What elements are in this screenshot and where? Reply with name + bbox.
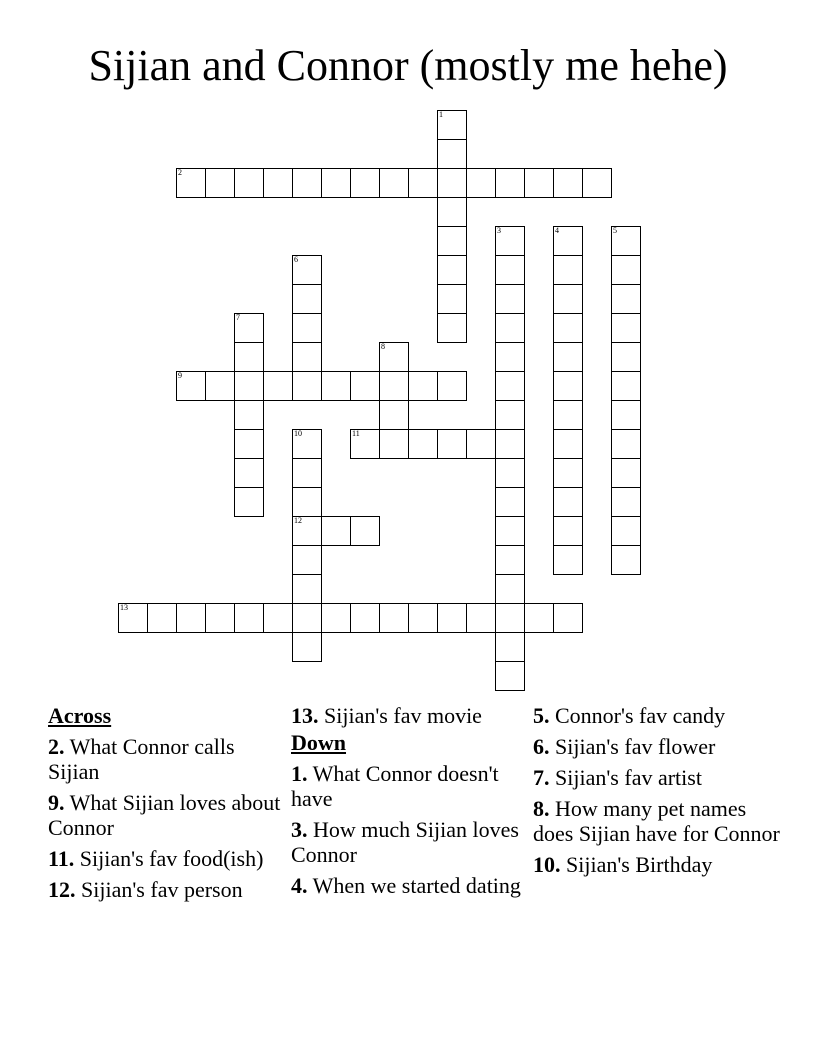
grid-cell[interactable] [553,429,583,459]
across-clue-13: 13. Sijian's fav movie [291,703,482,728]
grid-cell[interactable] [292,458,322,488]
grid-cell[interactable] [553,603,583,633]
grid-cell[interactable] [437,284,467,314]
grid-cell[interactable] [408,168,438,198]
grid-cell[interactable] [437,429,467,459]
grid-cell[interactable] [495,371,525,401]
grid-cell[interactable] [408,603,438,633]
grid-cell[interactable] [234,313,264,343]
grid-cell[interactable] [379,400,409,430]
across-clue-9: 9. What Sijian loves about Connor [48,790,281,840]
grid-cell[interactable] [553,255,583,285]
grid-cell[interactable] [495,458,525,488]
grid-cell[interactable] [118,603,148,633]
clues-column-1 [48,703,286,908]
grid-cell[interactable] [553,168,583,198]
grid-cell[interactable] [611,226,641,256]
grid-cell[interactable] [234,429,264,459]
grid-cell[interactable] [553,545,583,575]
grid-cell[interactable] [611,429,641,459]
grid-cell[interactable] [379,429,409,459]
down-clue-3: 3. How much Sijian loves Connor [291,817,519,867]
grid-cell[interactable] [292,342,322,372]
grid-cell[interactable] [292,487,322,517]
down-clue-10: 10. Sijian's Birthday [533,852,713,877]
grid-cell[interactable] [524,168,554,198]
grid-cell[interactable] [234,458,264,488]
grid-cell[interactable] [495,603,525,633]
grid-cell[interactable] [553,458,583,488]
down-heading: Down [291,730,347,755]
clue-number: 2 [178,168,182,177]
grid-cell[interactable] [611,400,641,430]
down-clue-7: 7. Sijian's fav artist [533,765,702,790]
grid-cell[interactable] [437,603,467,633]
grid-cell[interactable] [553,342,583,372]
grid-cell[interactable] [292,371,322,401]
grid-cell[interactable] [495,545,525,575]
grid-cell[interactable] [611,255,641,285]
grid-cell[interactable] [263,371,293,401]
grid-cell[interactable] [292,603,322,633]
grid-cell[interactable] [553,226,583,256]
down-clue-1: 1. What Connor doesn't have [291,761,499,811]
grid-cell[interactable] [495,516,525,546]
grid-cell[interactable] [466,168,496,198]
across-clue-2: 2. What Connor calls Sijian [48,734,235,784]
down-clue-6: 6. Sijian's fav flower [533,734,716,759]
grid-cell[interactable] [437,197,467,227]
grid-cell[interactable] [234,400,264,430]
grid-cell[interactable] [263,603,293,633]
grid-cell[interactable] [611,458,641,488]
grid-cell[interactable] [292,284,322,314]
grid-cell[interactable] [611,545,641,575]
grid-cell[interactable] [292,255,322,285]
grid-cell[interactable] [234,487,264,517]
grid-cell[interactable] [437,255,467,285]
grid-cell[interactable] [524,603,554,633]
grid-cell[interactable] [147,603,177,633]
clue-number: 1 [439,110,443,119]
clue-number: 6 [294,255,298,264]
grid-cell[interactable] [466,603,496,633]
clue-number: 5 [613,226,617,235]
clue-number: 7 [236,313,240,322]
grid-cell[interactable] [234,342,264,372]
grid-cell[interactable] [350,371,380,401]
grid-cell[interactable] [321,371,351,401]
grid-cell[interactable] [379,603,409,633]
grid-cell[interactable] [553,284,583,314]
grid-cell[interactable] [292,545,322,575]
grid-cell[interactable] [611,516,641,546]
clue-number: 13 [120,603,128,612]
grid-cell[interactable] [495,255,525,285]
grid-cell[interactable] [466,429,496,459]
down-clue-4: 4. When we started dating [291,873,521,898]
grid-cell[interactable] [611,313,641,343]
grid-cell[interactable] [292,429,322,459]
grid-cell[interactable] [582,168,612,198]
grid-cell[interactable] [205,168,235,198]
grid-cell[interactable] [205,603,235,633]
clue-number: 11 [352,429,360,438]
grid-cell[interactable] [408,371,438,401]
grid-cell[interactable] [437,139,467,169]
clue-number: 10 [294,429,302,438]
grid-cell[interactable] [292,516,322,546]
grid-cell[interactable] [292,168,322,198]
grid-cell[interactable] [408,429,438,459]
across-clue-11: 11. Sijian's fav food(ish) [48,846,264,871]
grid-cell[interactable] [553,400,583,430]
grid-cell[interactable] [495,284,525,314]
grid-cell[interactable] [495,342,525,372]
grid-cell[interactable] [321,168,351,198]
grid-cell[interactable] [205,371,235,401]
grid-cell[interactable] [553,313,583,343]
grid-cell[interactable] [176,371,206,401]
grid-cell[interactable] [495,632,525,662]
clues-column-3 [533,703,783,883]
grid-cell[interactable] [292,313,322,343]
grid-cell[interactable] [495,429,525,459]
grid-cell[interactable] [321,516,351,546]
across-heading: Across [48,703,112,728]
grid-cell[interactable] [176,168,206,198]
grid-cell[interactable] [292,574,322,604]
grid-cell[interactable] [611,284,641,314]
clues-column-2 [291,703,529,904]
clue-number: 9 [178,371,182,380]
grid-cell[interactable] [611,342,641,372]
grid-cell[interactable] [495,168,525,198]
grid-cell[interactable] [437,313,467,343]
grid-cell[interactable] [263,168,293,198]
grid-cell[interactable] [379,371,409,401]
clue-number: 3 [497,226,501,235]
down-clue-5: 5. Connor's fav candy [533,703,726,728]
grid-cell[interactable] [495,226,525,256]
grid-cell[interactable] [611,371,641,401]
grid-cell[interactable] [234,371,264,401]
across-clue-12: 12. Sijian's fav person [48,877,243,902]
grid-cell[interactable] [234,603,264,633]
grid-cell[interactable] [437,371,467,401]
down-clue-8: 8. How many pet names does Sijian have for Connor [533,796,780,846]
grid-cell[interactable] [350,603,380,633]
clue-number: 4 [555,226,559,235]
grid-cell[interactable] [379,168,409,198]
grid-cell[interactable] [350,516,380,546]
grid-cell[interactable] [553,371,583,401]
grid-cell[interactable] [379,342,409,372]
grid-cell[interactable] [437,168,467,198]
grid-cell[interactable] [553,516,583,546]
grid-cell[interactable] [495,400,525,430]
grid-cell[interactable] [350,429,380,459]
grid-cell[interactable] [437,110,467,140]
grid-cell[interactable] [495,487,525,517]
grid-cell[interactable] [234,168,264,198]
clue-number: 12 [294,516,302,525]
grid-cell[interactable] [350,168,380,198]
grid-cell[interactable] [611,487,641,517]
grid-cell[interactable] [437,226,467,256]
grid-cell[interactable] [553,487,583,517]
grid-cell[interactable] [495,574,525,604]
grid-cell[interactable] [292,632,322,662]
puzzle-title: Sijian and Connor (mostly me hehe) [88,41,728,90]
grid-cell[interactable] [176,603,206,633]
grid-cell[interactable] [321,603,351,633]
grid-cell[interactable] [495,313,525,343]
clue-number: 8 [381,342,385,351]
grid-cell[interactable] [495,661,525,691]
